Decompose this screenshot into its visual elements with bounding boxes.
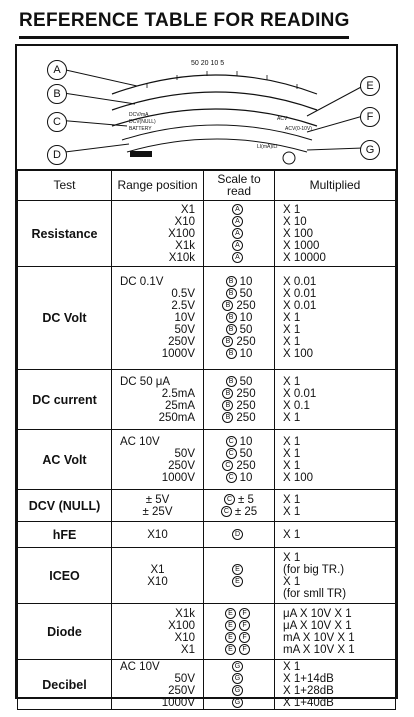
scale-number: 10 [239, 276, 253, 288]
multiplier-value: μA X 10V X 1 [283, 619, 352, 632]
range-cell [112, 604, 204, 660]
multiplier-value: X 1 [283, 375, 301, 388]
range-value: X10 [174, 631, 195, 644]
scale-cell [204, 430, 275, 490]
header-range: Range position [112, 170, 204, 201]
multiplier-value: X 100 [283, 227, 314, 240]
scale-number: 250 [236, 459, 256, 472]
range-value: DC 50 μA [120, 375, 171, 388]
scale-value [204, 216, 274, 228]
multiplier-cell [275, 201, 396, 267]
scale-letter-icon: C [224, 494, 235, 505]
multiplier-value: X 1 [283, 312, 301, 324]
scale-cell [204, 548, 275, 604]
scale-letter-icon: B [226, 276, 237, 287]
scale-cell [204, 522, 275, 548]
range-value: X10 [147, 528, 168, 541]
table-row [18, 522, 396, 548]
scale-letter-icon: C [226, 436, 237, 447]
callout-f: F [360, 107, 380, 127]
range-value: 1000V [161, 348, 195, 360]
multiplier-value: X 1 [283, 411, 301, 424]
multiplier-cell [275, 548, 396, 604]
scale-letter-icon: C [226, 448, 237, 459]
test-name-cell: hFE [18, 522, 112, 548]
scale-value [204, 348, 274, 360]
multiplier-cell [275, 660, 396, 710]
scale-value [204, 448, 274, 460]
test-name-cell: DC current [18, 370, 112, 430]
scale-value [204, 276, 274, 288]
scale-value [204, 644, 274, 656]
scale-value [204, 400, 274, 412]
range-value: X1 [150, 563, 165, 576]
scale-letter-icon: B [226, 348, 237, 359]
range-value: 250V [168, 684, 195, 697]
range-value: X1k [175, 239, 195, 252]
scale-letter-icon: G [232, 661, 243, 672]
scale-letter-icon: C [222, 460, 233, 471]
scale-value [204, 608, 274, 620]
scale-number: 250 [236, 300, 256, 312]
multiplier-value: mA X 10V X 1 [283, 631, 355, 644]
scale-number: 10 [239, 471, 253, 484]
scale-cell [204, 660, 275, 710]
multiplier-value: X 1 [283, 505, 301, 518]
scale-letter-icon: C [221, 506, 232, 517]
range-value: 250mA [158, 411, 195, 424]
scale-letter-icon: G [232, 697, 243, 708]
range-value: 0.5V [171, 288, 195, 300]
scale-letter-icon: E [232, 576, 243, 587]
scale-letter-icon: B [222, 400, 233, 411]
scale-number: ± 25 [234, 505, 258, 518]
range-value: X1 [180, 203, 195, 216]
scale-value [204, 620, 274, 632]
scale-letter-icon: E [225, 632, 236, 643]
scale-value [204, 632, 274, 644]
scale-letter-icon: A [232, 228, 243, 239]
scale-cell [204, 267, 275, 370]
table-row [18, 604, 396, 660]
scale-letter-icon: B [226, 324, 237, 335]
multiplier-value: X 1 [283, 660, 301, 673]
scale-number: 10 [239, 435, 253, 448]
callout-b: B [47, 84, 67, 104]
scale-value [204, 685, 274, 697]
range-value: ± 5V [145, 493, 170, 506]
test-name-cell: DCV (NULL) [18, 490, 112, 522]
scale-letter-icon: B [226, 312, 237, 323]
scale-letter-icon: B [226, 376, 237, 387]
range-value: ± 25V [142, 505, 173, 518]
table-row [18, 201, 396, 267]
callout-g: G [360, 140, 380, 160]
reference-table [17, 169, 396, 710]
table-row [18, 370, 396, 430]
table-header-row [18, 170, 396, 201]
scale-number: 50 [239, 447, 253, 460]
multiplier-value: X 1 [283, 551, 301, 564]
multiplier-value: X 1 [283, 528, 301, 541]
scale-value [204, 288, 274, 300]
dial-dcvma-label: DCV/mA [129, 112, 149, 118]
dial-liaml-label: LI(mA)/LI [257, 144, 278, 150]
scale-number: 50 [239, 288, 253, 300]
range-value: X10 [147, 575, 168, 588]
range-value: X10 [174, 215, 195, 228]
test-name-cell: Diode [18, 604, 112, 660]
scale-value [204, 661, 274, 673]
test-name-cell: AC Volt [18, 430, 112, 490]
multiplier-cell [275, 604, 396, 660]
range-value: 50V [174, 447, 195, 460]
scale-value [204, 324, 274, 336]
multiplier-value: X 10000 [283, 251, 326, 264]
test-name-cell: Resistance [18, 201, 112, 267]
scale-letter-icon: A [232, 252, 243, 263]
scale-letter-icon: E [232, 564, 243, 575]
range-cell [112, 490, 204, 522]
scale-letter-icon: C [226, 472, 237, 483]
multiplier-cell [275, 490, 396, 522]
scale-value [204, 312, 274, 324]
range-cell [112, 370, 204, 430]
range-cell [112, 267, 204, 370]
multiplier-value: X 1 [283, 435, 301, 448]
table-row [18, 548, 396, 604]
scale-letter-icon: A [232, 204, 243, 215]
range-cell [112, 548, 204, 604]
range-value: 1000V [161, 696, 195, 709]
title-underline [19, 36, 349, 39]
dial-acvseg-label: ACV(0-10V) [285, 126, 312, 132]
range-value: X1 [180, 643, 195, 656]
meter-dial-diagram [17, 46, 396, 171]
scale-number: 250 [236, 411, 256, 424]
scale-letter-icon: A [232, 216, 243, 227]
multiplier-cell [275, 267, 396, 370]
multiplier-value: X 0.01 [283, 276, 317, 288]
callout-c: C [47, 112, 67, 132]
range-value: DC 0.1V [120, 276, 164, 288]
callout-e: E [360, 76, 380, 96]
scale-cell [204, 604, 275, 660]
test-name-cell: ICEO [18, 548, 112, 604]
test-name-cell: DC Volt [18, 267, 112, 370]
scale-letter-icon: B [222, 388, 233, 399]
scale-value [204, 228, 274, 240]
range-value: 250V [168, 459, 195, 472]
scale-letter-icon: B [222, 300, 233, 311]
multiplier-value: X 100 [283, 348, 314, 360]
header-scale: Scale to read [204, 170, 275, 201]
scale-letter-icon: F [239, 644, 250, 655]
scale-value [204, 300, 274, 312]
scale-letter-icon: B [226, 288, 237, 299]
callout-d: D [47, 145, 67, 165]
multiplier-cell [275, 522, 396, 548]
multiplier-value: X 0.01 [283, 288, 317, 300]
range-value: 50V [174, 672, 195, 685]
range-value: AC 10V [120, 435, 160, 448]
multiplier-value: X 0.01 [283, 387, 317, 400]
range-value: X1k [175, 607, 195, 620]
scale-value [204, 529, 274, 541]
range-cell [112, 660, 204, 710]
multiplier-value: X 1+28dB [283, 684, 334, 697]
scale-value [204, 376, 274, 388]
scale-value [204, 472, 274, 484]
table-row [18, 490, 396, 522]
scale-letter-icon: E [225, 620, 236, 631]
multiplier-value: X 1 [283, 447, 301, 460]
range-value: 50V [174, 324, 195, 336]
scale-letter-icon: G [232, 685, 243, 696]
scale-number: 250 [236, 336, 256, 348]
table-row [18, 267, 396, 370]
scale-letter-icon: F [239, 632, 250, 643]
multiplier-value: X 1000 [283, 239, 320, 252]
range-value: 2.5V [171, 300, 195, 312]
scale-cell [204, 490, 275, 522]
scale-number: ± 5 [238, 493, 254, 506]
scale-value [204, 204, 274, 216]
dial-range-label: 50 20 10 5 [191, 60, 225, 67]
table-row [18, 430, 396, 490]
scale-value [204, 412, 274, 424]
scale-number: 50 [239, 375, 253, 388]
multiplier-value: mA X 10V X 1 [283, 643, 355, 656]
scale-letter-icon: E [225, 608, 236, 619]
range-value: X10k [168, 251, 195, 264]
scale-value [204, 673, 274, 685]
callout-a: A [47, 60, 67, 80]
scale-letter-icon: F [239, 608, 250, 619]
multiplier-value: X 1 [283, 324, 301, 336]
multiplier-value: X 0.1 [283, 399, 310, 412]
range-value: 1000V [161, 471, 195, 484]
range-cell [112, 522, 204, 548]
multiplier-value: (for smll TR) [283, 587, 347, 600]
scale-value [204, 460, 274, 472]
scale-value [204, 252, 274, 264]
multiplier-value: X 1 [283, 336, 301, 348]
multiplier-value: X 1 [283, 493, 301, 506]
scale-value [204, 697, 274, 709]
multiplier-cell [275, 430, 396, 490]
scale-number: 250 [236, 387, 256, 400]
range-cell [112, 430, 204, 490]
range-value: 25mA [164, 399, 195, 412]
multiplier-value: X 1 [283, 203, 301, 216]
scale-value [204, 564, 274, 576]
range-value: X100 [168, 619, 195, 632]
scale-value [204, 494, 274, 506]
table-row [18, 660, 396, 710]
table-body [18, 201, 396, 710]
dial-acv-label: ACV [277, 116, 288, 122]
range-value: AC 10V [120, 660, 160, 673]
scale-letter-icon: B [222, 336, 233, 347]
scale-cell [204, 370, 275, 430]
scale-letter-icon: G [232, 673, 243, 684]
scale-letter-icon: A [232, 240, 243, 251]
multiplier-cell [275, 370, 396, 430]
multiplier-value: X 0.01 [283, 300, 317, 312]
scale-value [204, 506, 274, 518]
page-title: REFERENCE TABLE FOR READING [19, 10, 350, 31]
range-cell [112, 201, 204, 267]
header-mult: Multiplied [275, 170, 396, 201]
test-name-cell: Decibel [18, 660, 112, 710]
multiplier-value: X 10 [283, 215, 307, 228]
range-value: X100 [168, 227, 195, 240]
header-test: Test [18, 170, 112, 201]
scale-letter-icon: D [232, 529, 243, 540]
scale-value [204, 436, 274, 448]
multiplier-value: X 1+14dB [283, 672, 334, 685]
range-value: 2.5mA [161, 387, 195, 400]
scale-number: 50 [239, 324, 253, 336]
multiplier-value: X 100 [283, 471, 314, 484]
scale-number: 250 [236, 399, 256, 412]
scale-number: 10 [239, 312, 253, 324]
dial-battery-label: BATTERY [129, 126, 152, 132]
scale-value [204, 388, 274, 400]
scale-value [204, 240, 274, 252]
multiplier-value: μA X 10V X 1 [283, 607, 352, 620]
reference-frame [15, 44, 398, 709]
range-value: 10V [174, 312, 195, 324]
scale-letter-icon: E [225, 644, 236, 655]
scale-value [204, 336, 274, 348]
scale-letter-icon: F [239, 620, 250, 631]
scale-value [204, 576, 274, 588]
scale-cell [204, 201, 275, 267]
scale-number: 10 [239, 348, 253, 360]
multiplier-value: (for big TR.) [283, 563, 345, 576]
scale-letter-icon: B [222, 412, 233, 423]
dial-dcvnull-label: DCV(NULL) [129, 119, 156, 125]
range-value: 250V [168, 336, 195, 348]
multiplier-value: X 1 [283, 459, 301, 472]
multiplier-value: X 1+40dB [283, 696, 334, 709]
multiplier-value: X 1 [283, 575, 301, 588]
